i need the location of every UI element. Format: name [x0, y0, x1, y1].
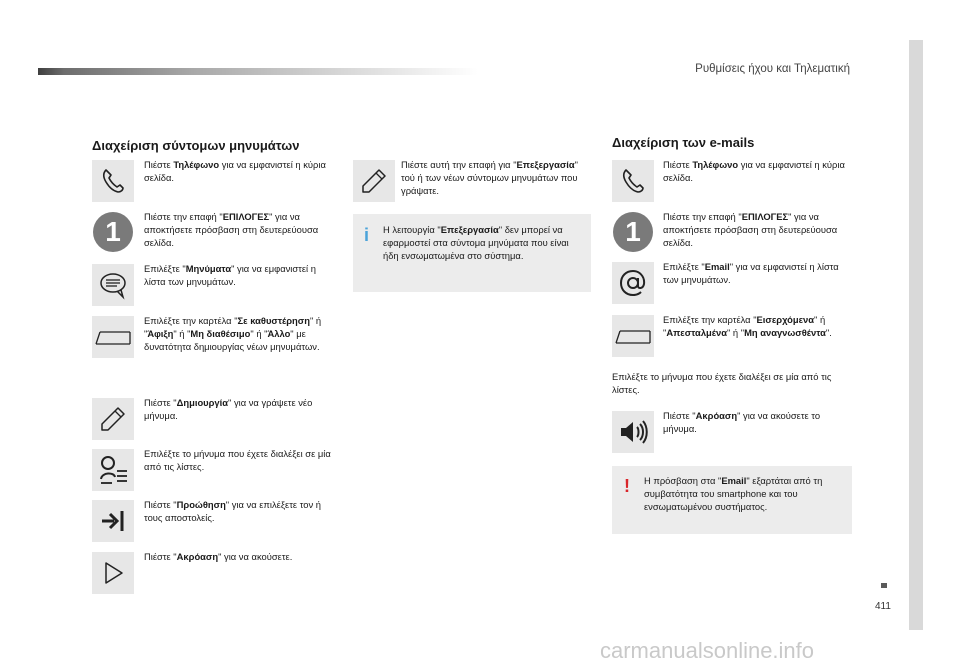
- text-run: Πιέστε: [144, 159, 174, 170]
- bold-term: Μη διαθέσιμο: [190, 328, 251, 340]
- bold-term: Άφιξη: [147, 328, 174, 340]
- pencil-icon: [353, 160, 395, 202]
- text-run: " δεν μπορεί να εφαρμοστεί στα σύντομα μηνύματα που είναι ήδη ενσωματωμένα στο σύστημα.: [383, 224, 569, 262]
- page-number: 411: [875, 601, 891, 612]
- bold-term: Εισερχόμενα: [756, 314, 815, 325]
- side-strip: [909, 40, 923, 630]
- bold-term: Τηλέφωνο: [692, 159, 739, 170]
- bold-term: Απεσταλμένα: [666, 327, 727, 339]
- text-run: Επιλέξτε το μήνυμα που έχετε διαλέξει σε μία από τις λίστες.: [144, 448, 331, 473]
- text-run: " για να επιλέξετε τον ή τους αποστολείς.: [144, 499, 321, 524]
- text-run: " ή ": [726, 327, 745, 339]
- text-run: " ή ": [250, 328, 268, 340]
- left-step-play-text: [144, 550, 340, 563]
- step-number-badge: 1: [613, 212, 653, 252]
- play-icon: [92, 552, 134, 594]
- left-section-title: Διαχείριση σύντομων μηνυμάτων: [92, 138, 300, 153]
- watermark-text: carmanualsonline.info: [600, 638, 815, 663]
- text-run: " ή ": [663, 314, 826, 339]
- right-step-listen-text: [663, 409, 853, 435]
- bold-term: Επεξεργασία: [516, 159, 575, 170]
- text-run: Πιέστε ": [144, 551, 177, 562]
- left-step-select-text: [144, 447, 334, 473]
- text-run: " με δυνατότητα δημιουργίας νέων μηνυμάτων.: [144, 328, 320, 353]
- page-header-title: Ρυθμίσεις ήχου και Τηλεματική: [695, 63, 850, 75]
- text-run: για να εμφανιστεί η κύρια σελίδα.: [663, 159, 845, 184]
- right-select-text: Επιλέξτε το μήνυμα που έχετε διαλέξει σε μία από τις λίστες.: [612, 371, 832, 396]
- bold-term: Σε καθυστέρηση: [237, 315, 310, 326]
- text-run: ".: [825, 327, 832, 339]
- bold-term: Email: [721, 475, 747, 486]
- left-step-phone-text: [144, 158, 334, 184]
- text-run: Πιέστε αυτή την επαφή για ": [401, 159, 517, 170]
- info-icon: i: [364, 225, 370, 245]
- messages-icon: [92, 264, 134, 306]
- text-run: " τού ή των νέων σύντομων μηνυμάτων που γράψατε.: [401, 159, 578, 197]
- bold-term: Δημιουργία: [176, 397, 229, 408]
- bold-term: Ακρόαση: [176, 551, 219, 562]
- bold-term: Άλλο: [267, 328, 291, 340]
- bold-term: Προώθηση: [176, 499, 226, 510]
- right-step-options-text: [663, 210, 853, 250]
- text-run: Επιλέξτε την καρτέλα ": [144, 315, 238, 326]
- text-run: Πιέστε ": [144, 499, 177, 510]
- page-marker: [881, 583, 887, 588]
- phone-icon: [92, 160, 134, 202]
- tab-icon: [92, 316, 134, 358]
- email-warning-box: [612, 466, 852, 534]
- edit-info-text: [383, 223, 583, 263]
- email-warning-text: [644, 474, 846, 514]
- email-at-icon: [612, 262, 654, 304]
- text-run: Η πρόσβαση στα ": [644, 475, 722, 486]
- text-run: " ή ": [173, 328, 191, 340]
- right-section-title: Διαχείριση των e-mails: [612, 135, 755, 150]
- left-step-forward-text: [144, 498, 340, 524]
- header-gradient-bar: [38, 68, 478, 75]
- bold-term: ΕΠΙΛΟΓΕΣ: [222, 211, 270, 222]
- middle-edit-text: [401, 158, 593, 198]
- left-step-create-text: [144, 396, 340, 422]
- right-step-tab-text: [663, 313, 859, 339]
- text-run: Η λειτουργία ": [383, 224, 441, 235]
- text-run: Επιλέξτε ": [144, 263, 186, 274]
- edit-info-box: [353, 214, 591, 292]
- text-run: " για να γράψετε νέο μήνυμα.: [144, 397, 313, 422]
- text-run: Πιέστε την επαφή ": [663, 211, 742, 222]
- text-run: Επιλέξτε ": [663, 261, 705, 272]
- text-run: " για να αποκτήσετε πρόσβαση στη δευτερεύουσα σελίδα.: [663, 211, 838, 249]
- text-run: για να εμφανιστεί η κύρια σελίδα.: [144, 159, 326, 184]
- warning-icon: !: [624, 476, 630, 496]
- text-run: " εξαρτάται από τη συμβατότητα του smartphone και του ενσωματωμένου συστήματος.: [644, 475, 823, 513]
- text-run: " για να ακούσετε.: [218, 551, 293, 562]
- bold-term: Μη αναγνωσθέντα: [744, 327, 826, 339]
- left-step-options-text: [144, 210, 334, 250]
- bold-term: Email: [704, 261, 730, 272]
- text-run: " για να ακούσετε το μήνυμα.: [663, 410, 821, 435]
- text-run: Επιλέξτε την καρτέλα ": [663, 314, 757, 325]
- bold-term: Μηνύματα: [185, 263, 232, 274]
- bold-term: Ακρόαση: [695, 410, 738, 421]
- text-run: " ή ": [144, 315, 322, 340]
- forward-icon: [92, 500, 134, 542]
- text-run: Πιέστε: [663, 159, 693, 170]
- select-list-icon: [92, 449, 134, 491]
- left-step-messages-text: [144, 262, 334, 288]
- tab-icon: [612, 315, 654, 357]
- create-message-icon: [92, 398, 134, 440]
- right-step-email-text: [663, 260, 855, 286]
- text-run: Πιέστε ": [663, 410, 696, 421]
- bold-term: Επεξεργασία: [440, 224, 499, 235]
- text-run: " για να εμφανιστεί η λίστα των μηνυμάτων.: [663, 261, 839, 286]
- speaker-icon: [612, 411, 654, 453]
- text-run: Πιέστε ": [144, 397, 177, 408]
- phone-icon: [612, 160, 654, 202]
- text-run: " για να αποκτήσετε πρόσβαση στη δευτερεύουσα σελίδα.: [144, 211, 319, 249]
- bold-term: Τηλέφωνο: [173, 159, 220, 170]
- step-number-badge: 1: [93, 212, 133, 252]
- text-run: " για να εμφανιστεί η λίστα των μηνυμάτων.: [144, 263, 316, 288]
- left-step-tab-text: [144, 314, 340, 354]
- text-run: Πιέστε την επαφή ": [144, 211, 223, 222]
- right-step-phone-text: [663, 158, 853, 184]
- bold-term: ΕΠΙΛΟΓΕΣ: [741, 211, 789, 222]
